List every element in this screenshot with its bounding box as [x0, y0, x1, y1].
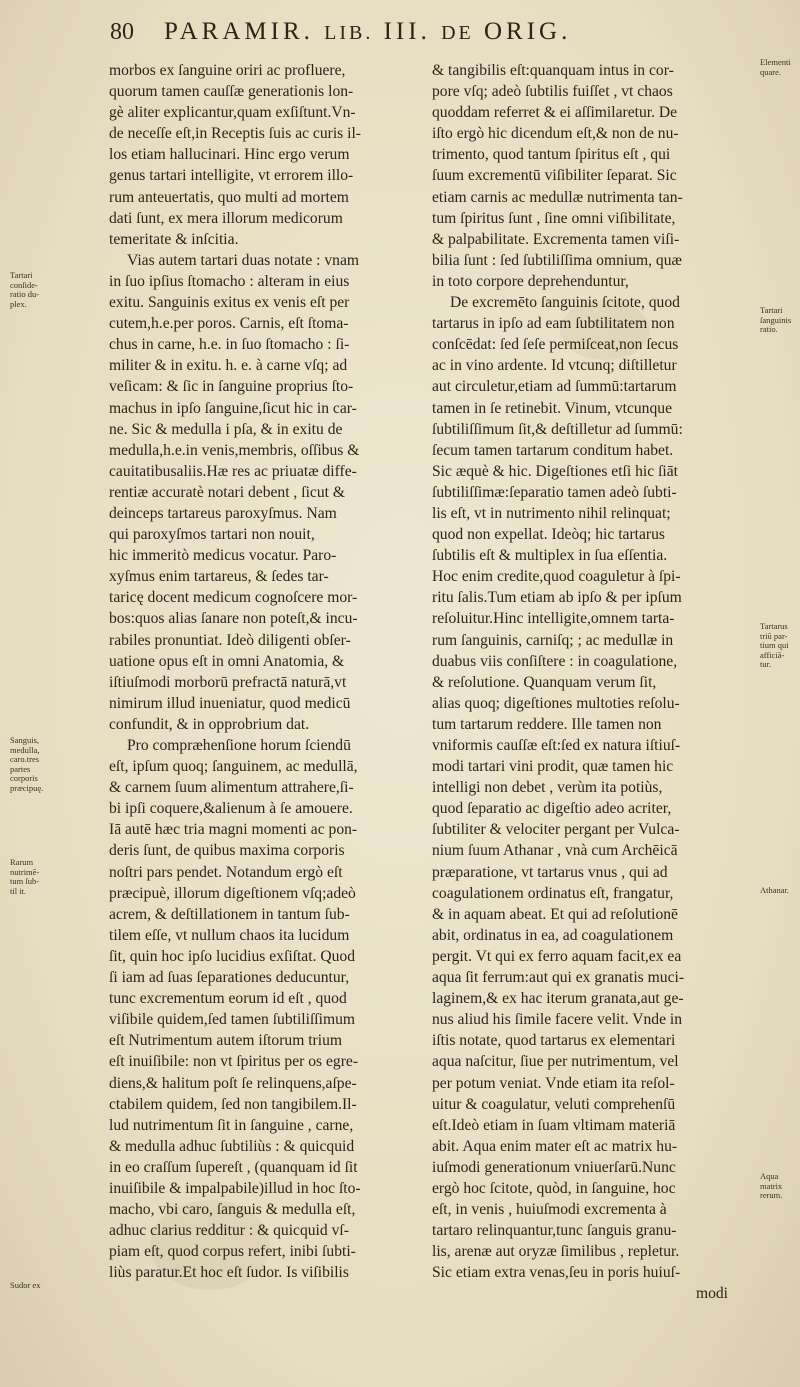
text-line: iſtis notate, quod tartarus ex elementari [432, 1032, 676, 1050]
text-line: nus aliud his ſimile facere velit. Vnde in [432, 1011, 683, 1029]
text-line: rum anteuertatis, quo multi ad mortem [109, 188, 349, 206]
margin-note-line: matrix [760, 1180, 783, 1191]
margin-note-line: Tartari [10, 270, 33, 280]
margin-note-athanar [760, 886, 798, 896]
text-line: ne. Sic & medulla i pſa, & in exitu de [109, 420, 343, 438]
text-line: lud nutrimentum ſit in ſanguine , carne, [109, 1116, 354, 1134]
text-line: quod non expellat. Ideòq; hic tartarus [432, 526, 665, 544]
margin-note-line: Elementi [760, 57, 791, 67]
text-line: exitu. Sanguinis exitus ex venis eſt per [109, 294, 350, 312]
text-line: modi [695, 1285, 728, 1303]
text-line: temeritate & inſcitia. [109, 230, 239, 248]
text-line: ſubtiliter & velociter pergant per Vulca- [432, 821, 680, 839]
margin-note-tartari [10, 271, 56, 309]
text-line: & tangibilis eſt:quanquam intus in cor- [432, 62, 674, 79]
margin-note-line: corporis [10, 773, 38, 783]
text-line: pore vſq; adeò ſubtilis fuiſſet , vt chaos [432, 83, 673, 101]
text-line: duabus viis conſiſtere : in coagulatione, [432, 652, 678, 670]
text-line: de neceſſe eſt,in Receptis ſuis ac curis il- [109, 125, 362, 143]
text-line: genus tartari intelligite, vt errorem illo- [109, 167, 354, 185]
text-line: Sic etiam extra venas,ſeu in poris huiuſ- [432, 1264, 681, 1282]
text-line: Iā autē hæc tria magni momenti ac pon- [109, 821, 358, 839]
text-line: gè aliter explicantur,quam exſiſtunt.Vn- [109, 104, 356, 122]
margin-note-sanguis [10, 736, 56, 793]
margin-note-line: Tartari [760, 305, 783, 315]
margin-note-tartari-sanguinis [760, 306, 798, 335]
text-line: coagulationem ordinatus eſt, frangatur, [432, 884, 674, 902]
text-line: laginem,& ex hac iterum granata,aut ge- [432, 990, 684, 1008]
text-line: iſto ergò hic dicendum eſt,& non de nu- [432, 125, 679, 143]
text-line: De excremēto ſanguinis ſcitote, quod [450, 294, 680, 312]
margin-note-line: afficiā- [760, 649, 785, 660]
margin-note-line: Tartarus [760, 621, 788, 631]
text-line: los etiam hallucinari. Hinc ergo verum [109, 146, 350, 164]
margin-note-line: tur. [760, 659, 772, 669]
text-line: deinceps tartareus paroxyſmus. Nam [109, 504, 337, 522]
text-line: eſt, ipſum quoq; ſanguinem, ac medullā, [109, 758, 358, 776]
page-number: 80 [110, 19, 134, 45]
text-line: præparatione, vt tartarus vnus , qui ad [432, 863, 668, 881]
text-line: eſt, in venis , huiuſmodi excrementa à [432, 1201, 667, 1219]
margin-note-elementi [760, 58, 798, 77]
text-line: acrem, & deſtillationem in tantum ſub- [109, 905, 350, 923]
text-line: taricę docent medicum cognoſcere mor- [109, 589, 358, 607]
text-line: hic immeritò medicus vocatur. Paro- [109, 547, 337, 565]
margin-note-rarum [10, 858, 56, 896]
text-line: tunc excrementum eorum id eſt , quod [109, 990, 347, 1008]
text-line: lis eſt, vt in nutrimento nihil relinquat; [432, 504, 671, 522]
margin-note-line: medulla, [10, 744, 40, 755]
text-line: cauitatibusaliis.Hæ res ac priuatæ diffe- [109, 462, 357, 480]
text-line: adhuc clarius redditur : & quicquid vſ- [109, 1222, 349, 1240]
margin-note-line: quare. [760, 66, 782, 77]
text-line: iſtiuſmodi morborū prefractā naturā,vt [109, 673, 347, 691]
text-line: in ſuo ipſius ſtomacho : alteram in eius [109, 272, 350, 290]
text-line: dati ſunt, ex mera illorum medicorum [109, 209, 343, 227]
text-line: pergit. Vt qui ex ferro aquam facit,ex ea [432, 947, 682, 965]
text-line: Sic æquè & hic. Digeſtiones etſi hic ſiāt [432, 462, 678, 480]
text-line: tartarus in ipſo ad eam ſubtilitatem non [432, 315, 675, 333]
text-line: macho, vbi caro, ſanguis & medulla eſt, [109, 1201, 356, 1219]
text-column-right [432, 60, 762, 1305]
text-line: qui paroxyſmos tartari non nouit, [109, 526, 315, 544]
margin-note-aqua [760, 1172, 798, 1201]
text-line: ſuum excrementū viſibiliter ſeparat. Sic [432, 167, 677, 185]
text-line: inuiſibile & impalpabile)illud in hoc ſto- [109, 1179, 361, 1197]
text-column-left [109, 60, 429, 1283]
text-line: xyſmus enim tartareus, & ſedes tar- [109, 568, 329, 586]
margin-note-line: præcipuę. [10, 782, 44, 793]
margin-note-sudor [10, 1281, 56, 1291]
text-line: ſubtilis eſt & multiplex in ſua eſſentia. [432, 547, 668, 565]
text-line: ctabilem quidem, ſed non tangibilem.Il- [109, 1095, 357, 1113]
text-line: confundit, & in opprobrium dat. [109, 715, 310, 733]
text-line: piam eſt, quod corpus refert, inibi ſubti- [109, 1243, 356, 1261]
text-line: rabiles pronuntiat. Ideò diligenti obſer- [109, 631, 351, 649]
margin-note-line: Athanar. [760, 885, 790, 895]
text-line: chus in carne, h.e. in ſuo ſtomacho : ſi- [109, 336, 350, 354]
text-line: aqua ſit ferrum:aut qui ex granatis muci- [432, 969, 685, 987]
text-line: & palpabilitate. Excrementa tamen viſi- [432, 230, 680, 248]
margin-note-line: til it. [10, 885, 27, 896]
text-line: lis, arenæ aut oryzæ ſimilibus , repletur. [432, 1243, 680, 1261]
text-line: bi ipſi coquere,&alienum à ſe amouere. [109, 800, 353, 818]
margin-note-line: Rarum [10, 857, 34, 867]
text-line: noſtri pars pendet. Notandum ergò eſt [109, 863, 343, 881]
text-line: ſubtiliſſimæ:ſeparatio tamen adeò ſubti- [432, 483, 677, 501]
text-line: conſcēdat: ſed ſeſe permiſceat,non ſecus [432, 336, 679, 354]
text-line: militer & in exitu. h. e. à carne vſq; ad [109, 357, 348, 375]
text-line: veſicam: & ſic in ſanguine proprius ſto- [109, 378, 354, 396]
margin-note-line: tium qui [760, 640, 789, 650]
text-line: ſecum tamen tartarum conditum habet. [432, 441, 674, 459]
text-line: & reſolutione. Quanquam verum ſit, [432, 673, 657, 691]
text-line: eſt Nutrimentum autem iſtorum trium [109, 1032, 343, 1050]
text-line: quorum tamen cauſſæ generationis lon- [109, 83, 354, 101]
text-line: ſubtiliſſimum ſit,& deſtilletur ad ſummū: [432, 420, 683, 438]
margin-note-line: nutrimē- [10, 866, 40, 877]
text-line: tilem eſſe, vt nullum chaos ita lucidum [109, 926, 350, 944]
running-header [110, 18, 750, 54]
text-line: aut circuletur,etiam ad ſummū:tartarum [432, 378, 677, 396]
margin-note-line: rerum. [760, 1190, 783, 1200]
text-line: nium ſuum Athanar , vnà cum Archēicā [432, 842, 678, 860]
text-line: vniformis cauſſæ eſt:ſed ex natura iſtiuſ- [432, 737, 681, 754]
text-line: modi tartari vini prodit, quæ tamen hic [432, 758, 674, 776]
text-line: quod ſeparatio ac digeſtio adeo acriter, [432, 800, 672, 818]
margin-note-line: tum ſub- [10, 876, 40, 886]
text-line: bos:quos alias ſanare non poteſt,& incu- [109, 610, 358, 628]
margin-note-line: ſanguinis [760, 314, 792, 325]
margin-note-line: ratio. [760, 324, 778, 334]
margin-note-line: plex. [10, 298, 27, 309]
text-line: quoddam referret & ei aſſimilaretur. De [432, 104, 678, 122]
text-line: ſi iam ad ſuas ſeparationes deducuntur, [109, 969, 350, 987]
text-line: deris ſunt, de quibus maxima corporis [109, 842, 345, 860]
text-line: tamen in ſe retinebit. Vinum, vtcunque [432, 399, 672, 417]
text-line: Vias autem tartari duas notate : vnam [127, 251, 360, 269]
text-line: iuſmodi generationum vniuerſarū.Nunc [432, 1158, 676, 1176]
text-line: cutem,h.e.per poros. Carnis, eſt ſtoma- [109, 315, 349, 333]
text-line: ac in vino ardente. Id vtcunq; diſtilletur [432, 357, 677, 375]
text-line: abit, ordinatus in ea, ad coagulationem [432, 926, 674, 944]
margin-note-line: Sanguis, [10, 735, 40, 745]
text-line: ergò hoc ſcitote, quòd, in ſanguine, hoc [432, 1179, 676, 1197]
text-line: trimento, quod tantum ſpiritus eſt , qui [432, 146, 671, 164]
margin-note-tartarus-trium [760, 622, 798, 670]
running-title: PARAMIR. LIB. III. DE ORIG. [164, 18, 572, 45]
text-line: eſt.Ideò etiam in ſuam vltimam materiā [432, 1116, 676, 1134]
text-line: Hoc enim credite,quod coaguletur à ſpi- [432, 568, 681, 586]
text-line: alias quoq; digeſtiones multoties reſolu- [432, 694, 680, 712]
text-line: rum ſanguinis, carniſq; ; ac medullæ in [432, 631, 674, 649]
text-line: etiam carnis ac medullæ nutrimenta tan- [432, 188, 683, 206]
text-line: rentiæ accuratè notari debent , ſicut & [109, 483, 345, 501]
text-line: præcipuè, illorum digeſtionem vſq;adeò [109, 884, 356, 902]
text-line: medulla,h.e.in venis,membris, oſſibus & [109, 441, 360, 459]
margin-note-line: triū par- [760, 630, 788, 641]
text-line: in eo craſſum ſupereſt , (quanquam id ſit [109, 1158, 358, 1176]
text-line: & carnem ſuum alimentum attrahere,ſi- [109, 779, 354, 797]
text-line: per potum veniat. Vnde etiam ita reſol- [432, 1074, 675, 1092]
margin-note-line: Sudor ex [10, 1280, 41, 1290]
text-line: abit. Aqua enim mater eſt ac matrix hu- [432, 1137, 678, 1155]
margin-note-line: ratio du- [10, 289, 40, 299]
text-line: viſibile quidem,ſed tamen ſubtiliſſimum [109, 1011, 356, 1029]
margin-note-line: caro.tres [10, 754, 40, 764]
text-line: uitur & coagulatur, veluti comprehenſū [432, 1095, 676, 1113]
text-line: aqua naſcitur, ſiue per nutrimentum, vel [432, 1053, 679, 1071]
text-line: intelligi non debet , verùm ita potiùs, [432, 779, 663, 797]
text-line: tum ſpiritus ſunt , ſine omni viſibilitate, [432, 209, 676, 227]
text-line: ritu ſalis.Tum etiam ab ipſo & per ipſum [432, 589, 682, 607]
text-line: bilia ſunt : ſed ſubtiliſſima omnium, quæ [432, 251, 682, 269]
text-line: machus in ipſo ſanguine,ſicut hic in car- [109, 399, 357, 417]
margin-note-line: partes [10, 763, 31, 774]
margin-note-line: conſide- [10, 279, 38, 290]
text-line: & medulla adhuc ſubtiliùs : & quicquid [109, 1137, 355, 1155]
text-line: tartaro relinquantur,tunc ſanguis granu- [432, 1222, 677, 1240]
text-line: Pro compræhenſione horum ſciendū [127, 737, 351, 754]
text-line: reſoluitur.Hinc intelligite,omnem tarta- [432, 610, 675, 628]
text-line: uatione opus eſt in omni Anatomia, & [109, 652, 345, 670]
text-line: tum tartarum reddere. Ille tamen non [432, 715, 662, 733]
margin-note-line: Aqua [760, 1171, 779, 1181]
text-line: morbos ex ſanguine oriri ac profluere, [109, 62, 346, 79]
text-line: & in aquam abeat. Et qui ad reſolutionē [432, 905, 678, 923]
text-line: in toto corpore deprehenduntur, [432, 272, 629, 290]
text-line: diens,& halitum poſt ſe relinquens,aſpe- [109, 1074, 357, 1092]
text-line: nimirum illud inueniatur, quod medicū [109, 694, 351, 712]
text-line: liùs paratur.Et hoc eſt ſudor. Is viſibilis [109, 1264, 349, 1282]
text-line: ſit, quin hoc ipſo lucidius exſiſtat. Quod [109, 947, 356, 965]
text-line: eſt inuiſibile: non vt ſpiritus per os egre- [109, 1053, 359, 1071]
